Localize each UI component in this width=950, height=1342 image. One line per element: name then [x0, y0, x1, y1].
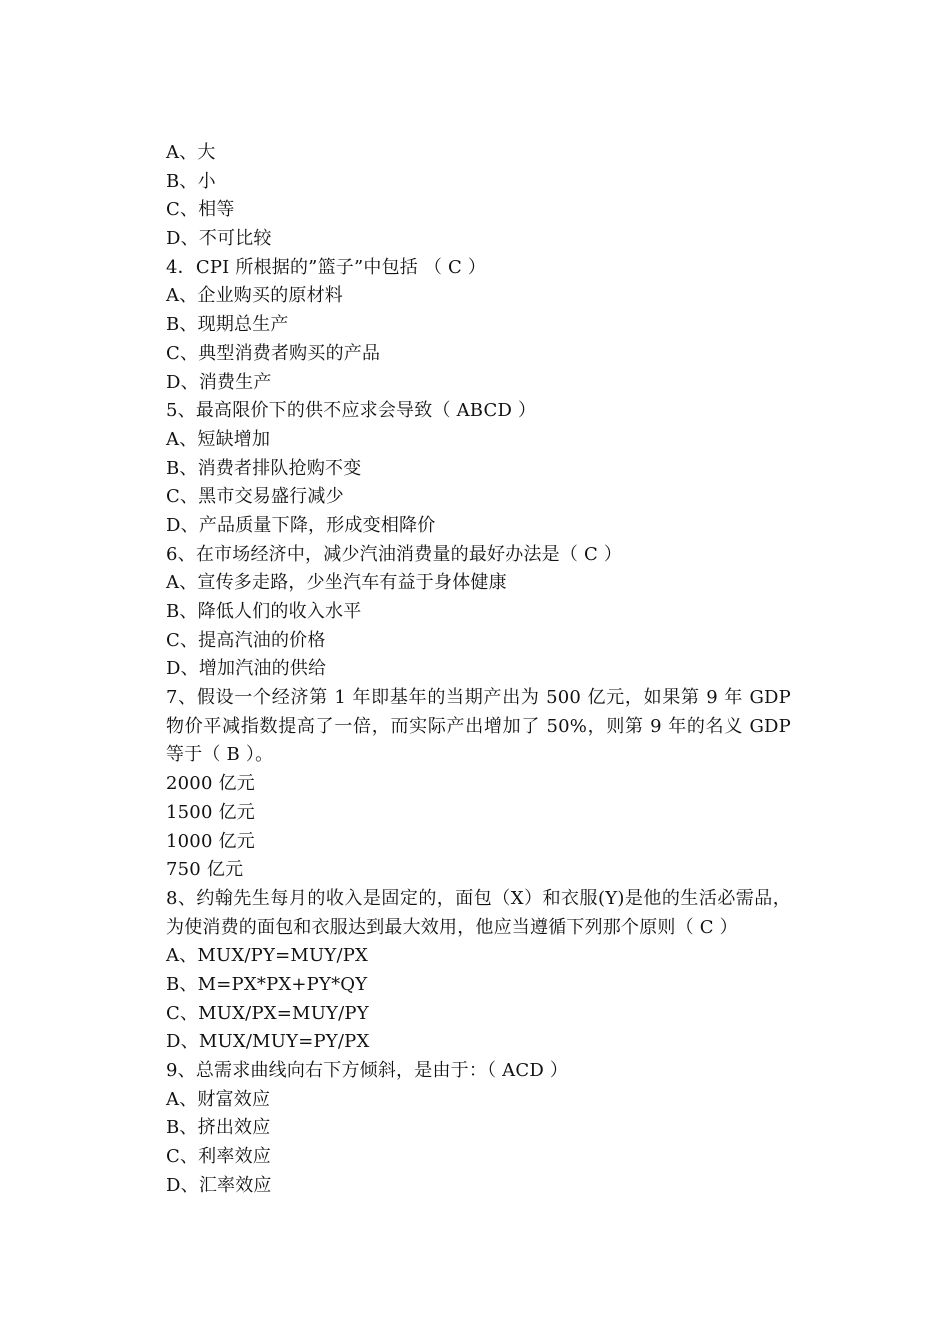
option-d-q9: D、汇率效应	[166, 1174, 272, 1196]
option-b-q6: B、降低人们的收入水平	[166, 601, 362, 622]
option-d-q8: D、MUX/MUY=PY/PX	[166, 1031, 370, 1053]
option-c-q9: C、利率效应	[166, 1146, 271, 1168]
option-b-q9: B、挤出效应	[166, 1117, 271, 1139]
option-b-q8: B、M=PX*PX+PY*QY	[166, 974, 368, 996]
option-d-q4: D、消费生产	[166, 371, 272, 393]
option-c-q5: C、黑市交易盛行减少	[166, 486, 344, 508]
option-d-q3: D、不可比较	[166, 228, 272, 250]
option-d-q5: D、产品质量下降，形成变相降价	[166, 514, 436, 536]
option-a-q4: A、企业购买的原材料	[166, 285, 343, 307]
option-b-q5: B、消费者排队抢购不变	[166, 457, 362, 479]
option-c-q4: C、典型消费者购买的产品	[166, 342, 381, 364]
option-1-q7: 2000 亿元	[166, 773, 255, 795]
page-content	[166, 139, 791, 1201]
option-c-q3: C、相等	[166, 199, 235, 221]
option-c-q8: C、MUX/PX=MUY/PY	[166, 1002, 369, 1024]
question-6: 6、在市场经济中，减少汽油消费量的最好办法是（ C ）	[166, 543, 623, 565]
option-d-q6: D、增加汽油的供给	[166, 658, 327, 680]
option-c-q6: C、提高汽油的价格	[166, 629, 326, 651]
option-a-q5: A、短缺增加	[166, 428, 271, 450]
question-7: 7、假设一个经济第 1 年即基年的当期产出为 500 亿元，如果第 9 年 GDP 物价平减指数提高了一倍，而实际产出增加了 50%，则第 9 年的名义 GDP 等于（ B ）。	[166, 687, 791, 766]
option-b-q3: B、小	[166, 170, 216, 192]
option-3-q7: 1000 亿元	[166, 830, 255, 852]
option-a-q6: A、宣传多走路，少坐汽车有益于身体健康	[166, 572, 507, 594]
option-2-q7: 1500 亿元	[166, 801, 255, 823]
option-b-q4: B、现期总生产	[166, 314, 289, 336]
option-a-q8: A、MUX/PY=MUY/PX	[166, 945, 369, 967]
question-5: 5、最高限价下的供不应求会导致（ ABCD ）	[166, 400, 537, 422]
question-9: 9、总需求曲线向右下方倾斜，是由于：（ ACD ）	[166, 1060, 569, 1082]
option-4-q7: 750 亿元	[166, 859, 244, 881]
option-a-q9: A、财富效应	[166, 1088, 271, 1110]
question-8: 8、约翰先生每月的收入是固定的，面包（X）和衣服(Y)是他的生活必需品，为使消费的面包和衣服达到最大效用，他应当遵循下列那个原则（ C ）	[166, 887, 791, 938]
question-4: 4．CPI 所根据的”篮子”中包括 （ C ）	[166, 256, 487, 278]
option-a-q3: A、大	[166, 142, 216, 163]
